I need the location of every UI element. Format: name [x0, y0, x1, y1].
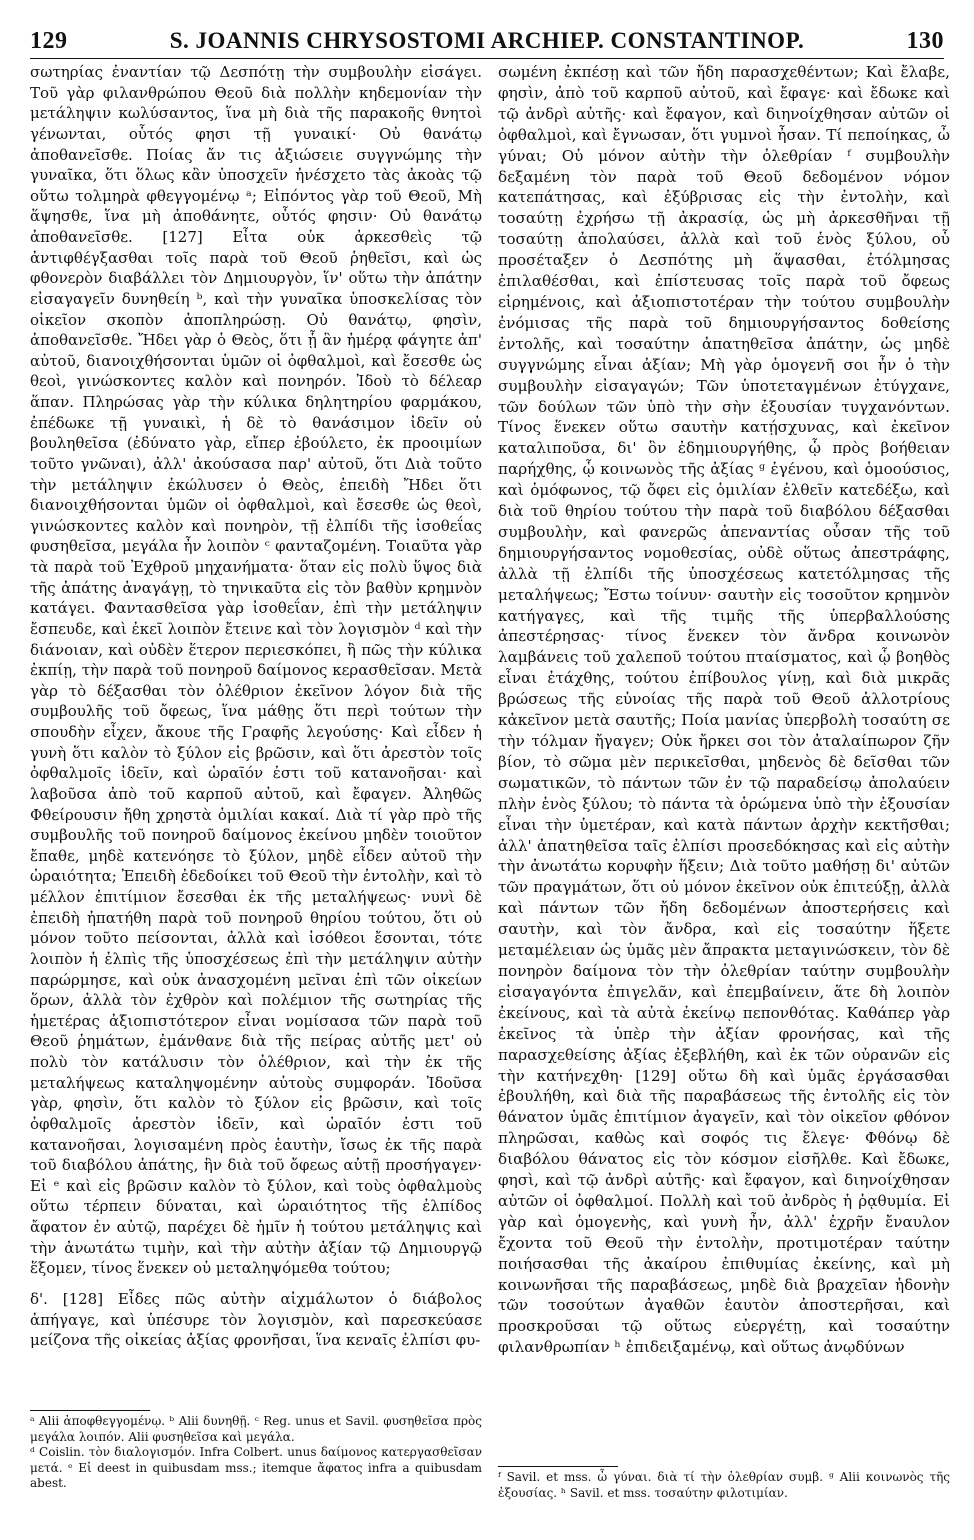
footnote: ᵃ Alii ἀποφθεγγομένῳ. ᵇ Alii δυνηθῇ. ᶜ Reg. unus et Savil. φυσηθεῖσα πρὸς μεγάλα λοιπόν. Alii φυσηθεῖσα καὶ μεγάλα.	[30, 1414, 482, 1444]
right-paragraph-1: σωμένη ἐκπέσῃ καὶ τῶν ἤδη παρασχεθέντων; Καὶ ἔλαβε, φησὶν, ἀπὸ τοῦ καρποῦ αὐτοῦ, καὶ ἔφαγε· καὶ ἔδωκε καὶ τῷ ἀνδρὶ αὐτῆς· καὶ ἔφαγον, καὶ διηνοίχθησαν αὐτῶν οἱ ὀφθαλμοὶ, καὶ ἔγνωσαν, ὅτι γυμνοὶ ἦσαν. Τί πεποίηκας, ὦ γύναι; Οὐ μόνον αὐτὴν τὴν ὀλεθρίαν ᶠ συμβουλὴν δεξαμένη τὸν παρὰ τοῦ Θεοῦ δεδομένον νόμον κατεπάτησας, καὶ ἐξύβρισας εἰς τὴν ἐντολὴν, καὶ τοσαύτῃ ἐχρήσω τῇ ἀκρασίᾳ, ὡς μὴ ἀρκεσθῆναι τῇ τοσαύτῃ ἀπολαύσει, ἀλλὰ καὶ τοῦ ἑνὸς ξύλου, οὗ προσέταξεν ὁ Δεσπότης μὴ ἅψασθαι, ἐτόλμησας ἐπιλαθέσθαι, καὶ ἐπίστευσας τοῖς παρὰ τοῦ ὄφεως εἰρημένοις, καὶ ἀξιοπιστοτέραν τὴν τούτου συμβουλὴν ἐνόμισας τῆς παρὰ τοῦ δημιουργήσαντος δοθείσης ἐντολῆς, καὶ τοσαύτην ἀπατηθεῖσα ἀπάτην, ὡς μηδὲ συγγνώμης εἶναι ἀξίαν; Μὴ γὰρ ὁμογενῆ σοι ἦν ὁ τὴν συμβουλὴν εἰσαγαγών; Τῶν ὑποτεταγμένων ἐτύγχανε, τῶν δούλων τῶν ὑπὸ τὴν σὴν ἐξουσίαν τυγχανόντων. Τίνος ἕνεκεν οὕτω σαυτὴν κατῄσχυνας, καὶ ἐκεῖνον καταλιποῦσα, δι' ὃν ἐδημιουργήθης, ᾧ πρὸς βοήθειαν παρήχθης, ᾧ κοινωνὸς τῆς ἀξίας ᵍ ἐγένου, καὶ ὁμοούσιος, καὶ ὁμόφωνος, τῷ ὄφει εἰς ὁμιλίαν ἐλθεῖν κατεδέξω, καὶ διὰ τοῦ θηρίου τούτου τὴν παρὰ τοῦ διαβόλου δέξασθαι συμβουλὴν, καὶ φανερῶς ἀπεναντίας οὖσαν τῆς τοῦ δημιουργήσαντος νομοθεσίας, οὐδὲ οὕτως ἀπεστράφης, ἀλλὰ τῇ ἐλπίδι τῆς ὑποσχέσεως κατετόλμησας τῆς μεταλήψεως; Ἔστω τοίνυν· σαυτὴν εἰς τοσοῦτον κρημνὸν κατήγαγες, καὶ τῆς τιμῆς τῆς ὑπερβαλλούσης ἀπεστέρησας· τίνος ἕνεκεν τὸν ἄνδρα κοινωνὸν λαμβάνεις τοῦ χαλεποῦ τούτου πταίσματος, καὶ ᾧ βοηθὸς εἶναι ἐτάχθης, τούτου ἐπίβουλος γίνῃ, καὶ διὰ μικρᾶς βρώσεως τῆς εὐνοίας τῆς παρὰ τοῦ Θεοῦ ἀλλοτρίους κἀκεῖνον μετὰ σαυτῆς; Ποία μανίας ὑπερβολὴ τοσαύτη σε τὴν τόλμαν ἤγαγεν; Οὐκ ἤρκει σοι τὸν ἀταλαίπωρον ζῆν βίον, τὸ σῶμα μὲν περικεῖσθαι, μηδενὸς δὲ δεῖσθαι τῶν σωματικῶν, τὸ πάντων τῶν ἐν τῷ παραδείσῳ ἀπολαύειν πλὴν ἑνὸς ξύλου; τὸ πάντα τὰ ὁρώμενα ὑπὸ τὴν ἐξουσίαν εἶναι τὴν ὑμετέραν, καὶ κατὰ πάντων ἀρχὴν κεκτῆσθαι; ἀλλ' ἀπατηθεῖσα ταῖς ἐλπίσι προσεδόκησας καὶ εἰς αὐτὴν τὴν ἀνωτάτω κορυφὴν ἥξειν; Διὰ τοῦτο μαθήσῃ δι' αὐτῶν τῶν πραγμάτων, ὅτι οὐ μόνον ἐκεῖνον οὐκ ἐπιτεύξῃ, ἀλλὰ καὶ πάντων τῶν ἤδη δεδομένων ἀποστερήσεις καὶ σαυτὴν, καὶ τὸν ἄνδρα, καὶ εἰς τοσαύτην ἥξετε μεταμέλειαν ὡς ὑμᾶς μὲν ἄπρακτα μεταγινώσκειν, τὸν δὲ πονηρὸν δαίμονα τὸν τὴν ὀλεθρίαν ταύτην συμβουλὴν εἰσαγαγόντα ἐπιγελᾶν, καὶ ἐπεμβαίνειν, ἅτε δὴ λοιπὸν ἐκείνους, καὶ τὰ αὐτὰ ἐκείνῳ πεπονθότας. Καθάπερ γὰρ ἐκεῖνος τὰ ὑπὲρ τὴν ἀξίαν φρονήσας, καὶ τῆς παρασχεθείσης ἀξίας ἐξεβλήθη, καὶ ἐκ τῶν οὐρανῶν εἰς τὴν κατήνεχθη· [129] οὕτω δὴ καὶ ὑμᾶς ἐργάσασθαι ἐβουλήθη, καὶ διὰ τῆς παραβάσεως τῆς ἐντολῆς εἰς τὸν θάνατον ὑμᾶς ἐπιτίμιον ἀγαγεῖν, καὶ τὸν οἰκεῖον φθόνον πληρῶσαι, καθὼς καὶ σοφός τις ἔλεγε· Φθόνῳ δὲ διαβόλου θάνατος εἰς τὸν κόσμον εἰσῆλθε. Καὶ ἔδωκε, φησὶ, καὶ τῷ ἀνδρὶ αὐτῆς· καὶ ἔφαγον, καὶ διηνοίχθησαν αὐτῶν οἱ ὀφθαλμοί. Πολλὴ καὶ τοῦ ἀνδρὸς ἡ ῥᾳθυμία. Εἰ γὰρ καὶ ὁμογενὴς, καὶ γυνὴ ἦν, ἀλλ' ἐχρῆν ἔναυλον ἔχοντα τοῦ Θεοῦ τὴν ἐντολὴν, προτιμοτέραν ταύτην ποιήσασθαι τῆς ἀκαίρου ἐπιθυμίας ἐκείνης, καὶ μὴ κοινωνῆσαι τῆς παραβάσεως, μηδὲ διὰ βραχεῖαν ἡδονὴν τῶν τοσούτων ἀγαθῶν ἑαυτὸν ἀποστερῆσαι, καὶ προσκροῦσαι τῷ οὕτως εὐεργέτῃ, καὶ τοσαύτην φιλανθρωπίαν ʰ ἐπιδειξαμένῳ, καὶ οὕτως ἀνῳδύνων	[498, 63, 950, 1357]
right-footnotes	[498, 1470, 950, 1501]
right-footnote-rule	[498, 1466, 618, 1467]
left-column	[30, 62, 482, 1351]
running-header	[30, 28, 944, 58]
footnote: ᶠ Savil. et mss. ὦ γύναι. διὰ τί τὴν ὀλεθρίαν συμβ. ᵍ Alii κοινωνὸς τῆς ἐξουσίας. ʰ Savil. et mss. τοσαύτην φιλοτιμίαν.	[498, 1470, 950, 1500]
right-page-number: 130	[906, 28, 944, 54]
running-title: S. JOANNIS CHRYSOSTOMI ARCHIEP. CONSTANTINOP.	[169, 28, 805, 53]
left-page-number: 129	[30, 28, 68, 54]
footnote: ᵈ Coislin. τὸν διαλογισμόν. Infra Colbert. unus δαίμονος κατεργασθεῖσαν μετά. ᵉ Εἰ deest in quibusdam mss.; itemque ἄφατος infra a quibusdam abest.	[30, 1445, 482, 1490]
left-footnotes	[30, 1414, 482, 1492]
header-rule	[30, 58, 944, 59]
left-footnote-rule	[30, 1410, 150, 1411]
left-paragraph-1: σωτηρίας ἐναντίαν τῷ Δεσπότῃ τὴν συμβουλὴν εἰσάγει. Τοῦ γὰρ φιλανθρώπου Θεοῦ διὰ πολλὴν κηδεμονίαν τὴν μετάληψιν κωλύσαντος, ἵνα μὴ διὰ τῆς παρακοῆς θνητοὶ γένωνται, οὗτός φησι τῇ γυναικί· Οὐ θανάτῳ ἀποθανεῖσθε. Ποίας ἄν τις ἀξιώσειε συγγνώμης τὴν γυναῖκα, ὅτι ὅλως κἂν ὑποσχεῖν ἠνέσχετο τὰς ἀκοὰς τῷ οὕτω τολμηρὰ φθεγγομένῳ ᵃ; Εἰπόντος γὰρ τοῦ Θεοῦ, Μὴ ἅψησθε, ἵνα μὴ ἀποθάνητε, οὗτός φησιν· Οὐ θανάτῳ ἀποθανεῖσθε. [127] Εἶτα οὐκ ἀρκεσθεὶς τῷ ἀντιφθέγξασθαι τοῖς παρὰ τοῦ Θεοῦ ῥηθεῖσι, καὶ ὡς φθονερὸν διαβάλλει τὸν Δημιουργὸν, ἵν' οὕτω τὴν ἀπάτην εἰσαγαγεῖν δυνηθείη ᵇ, καὶ τὴν γυναῖκα ὑποσκελίσας τὸν οἰκεῖον σκοπὸν ἀποπληρώσῃ. Οὐ θανάτῳ, φησὶν, ἀποθανεῖσθε. Ἤδει γὰρ ὁ Θεὸς, ὅτι ᾗ ἂν ἡμέρᾳ φάγητε ἀπ' αὐτοῦ, διανοιχθήσονται ὑμῶν οἱ ὀφθαλμοὶ, καὶ ἔσεσθε ὡς θεοὶ, γινώσκοντες καλὸν καὶ πονηρόν. Ἰδοὺ τὸ δέλεαρ ἅπαν. Πληρώσας γὰρ τὴν κύλικα δηλητηρίου φαρμάκου, ἐπέδωκε τῇ γυναικὶ, ἡ δὲ τὸ θανάσιμον ἰδεῖν οὐ βουληθεῖσα (ἐδύνατο γὰρ, εἴπερ ἐβούλετο, ἐκ προοιμίων τοῦτο γνῶναι), ἀλλ' ἀκούσασα παρ' αὐτοῦ, ὅτι Διὰ τοῦτο τὴν μετάληψιν ἐκώλυσεν ὁ Θεὸς, ἐπειδὴ Ἤδει ὅτι διανοιχθήσονται ὑμῶν οἱ ὀφθαλμοὶ, καὶ ἔσεσθε ὡς θεοὶ, γινώσκοντες καλὸν καὶ πονηρὸν, τῇ ἐλπίδι τῆς ἰσοθεΐας φυσηθεῖσα, μεγάλα ἦν λοιπὸν ᶜ φανταζομένη. Τοιαῦτα γὰρ τὰ παρὰ τοῦ Ἐχθροῦ μηχανήματα· ὅταν εἰς πολὺ ὕψος διὰ τῆς ἀπάτης ἀναγάγῃ, τὸ τηνικαῦτα εἰς τὸν βαθὺν κρημνὸν κατάγει. Φαντασθεῖσα γὰρ ἰσοθεΐαν, ἐπὶ τὴν μετάληψιν ἔσπευδε, καὶ ἐκεῖ λοιπὸν ἔτεινε καὶ τὸν λογισμὸν ᵈ καὶ τὴν διάνοιαν, καὶ οὐδὲν ἕτερον περιεσκόπει, ἢ πῶς τὴν κύλικα ἐκπίῃ, τὴν παρὰ τοῦ πονηροῦ δαίμονος κερασθεῖσαν. Μετὰ γὰρ τὸ δέξασθαι τὸν ὀλέθριον ἐκεῖνον λόγον διὰ τῆς συμβουλῆς τοῦ ὄφεως, ἵνα μάθῃς ὅτι περὶ τούτων τὴν σπουδὴν εἶχεν, ἄκουε τῆς Γραφῆς λεγούσης· Καὶ εἶδεν ἡ γυνὴ ὅτι καλὸν τὸ ξύλον εἰς βρῶσιν, καὶ ὅτι ἀρεστὸν τοῖς ὀφθαλμοῖς ἰδεῖν, καὶ ὡραῖόν ἐστι τοῦ κατανοῆσαι· καὶ λαβοῦσα ἀπὸ τοῦ καρποῦ αὐτοῦ, καὶ ἔφαγεν. Ἀληθῶς Φθείρουσιν ἤθη χρηστὰ ὁμιλίαι κακαί. Διὰ τί γὰρ πρὸ τῆς συμβουλῆς τοῦ πονηροῦ δαίμονος ἐκείνου μηδὲν τοιοῦτον ἔπαθε, μηδὲ κατενόησε τὸ ξύλον, μηδὲ εἶδεν αὐτοῦ τὴν ὡραιότητα; Ἐπειδὴ ἐδεδοίκει τοῦ Θεοῦ τὴν ἐντολὴν, καὶ τὸ μέλλον ἐπιτίμιον ἔσεσθαι ἐκ τῆς μεταλήψεως· νυνὶ δὲ ἐπειδὴ ἠπατήθη παρὰ τοῦ πονηροῦ θηρίου τούτου, ὅτι οὐ μόνον τοῦτο πείσονται, ἀλλὰ καὶ ἰσόθεοι ἔσονται, τότε λοιπὸν ἡ ἐλπὶς τῆς ὑποσχέσεως ἐπὶ τὴν μετάληψιν αὐτὴν παρώρμησε, καὶ οὐκ ἀνασχομένη μεῖναι ἐπὶ τῶν οἰκείων ὅρων, ἀλλὰ τὸν ἐχθρὸν καὶ πολέμιον τῆς σωτηρίας τῆς ἡμετέρας ἀξιοπιστότερον εἶναι νομίσασα τῶν παρὰ τοῦ Θεοῦ ῥημάτων, ἐμάνθανε διὰ τῆς πείρας αὐτῆς μετ' οὐ πολὺ τὸν κατάλυσιν τὸν ὀλέθριον, καὶ τὴν ἐκ τῆς μεταλήψεως καταληψομένην αὐτοὺς συμφοράν. Ἰδοῦσα γὰρ, φησὶν, ὅτι καλὸν τὸ ξύλον εἰς βρῶσιν, καὶ τοῖς ὀφθαλμοῖς ἀρεστὸν ἰδεῖν, καὶ ὡραῖόν ἐστι τοῦ κατανοῆσαι, λογισαμένη πρὸς ἑαυτὴν, ἴσως ἐκ τῆς παρὰ τοῦ διαβόλου ἀπάτης, ἣν διὰ τοῦ ὄφεως αὐτῇ προσήγαγεν· Εἰ ᵉ καὶ εἰς βρῶσιν καλὸν τὸ ξύλον, καὶ τοὺς ὀφθαλμοὺς οὕτω τέρπειν δύναται, καὶ ὡραιότητος τῆς ἐλπίδος ἄφατον ἐν αὐτῷ, παρέχει δὲ ἡμῖν ἡ τούτου μετάληψις καὶ τὴν ἀνωτάτω τιμὴν, καὶ τὴν αὐτὴν ἀξίαν τῷ Δημιουργῷ ἕξομεν, τίνος ἕνεκεν οὐ μεταληψόμεθα τούτου;	[30, 63, 482, 1278]
right-column	[498, 62, 950, 1358]
left-paragraph-2: δ'. [128] Εἶδες πῶς αὐτὴν αἰχμάλωτον ὁ διάβολος ἀπήγαγε, καὶ ὑπέσυρε τὸν λογισμὸν, καὶ παρεσκεύασε μείζονα τῆς οἰκείας ἀξίας φρονῆσαι, ἵνα κεναῖς ἐλπίσι φυ-	[30, 1289, 482, 1350]
